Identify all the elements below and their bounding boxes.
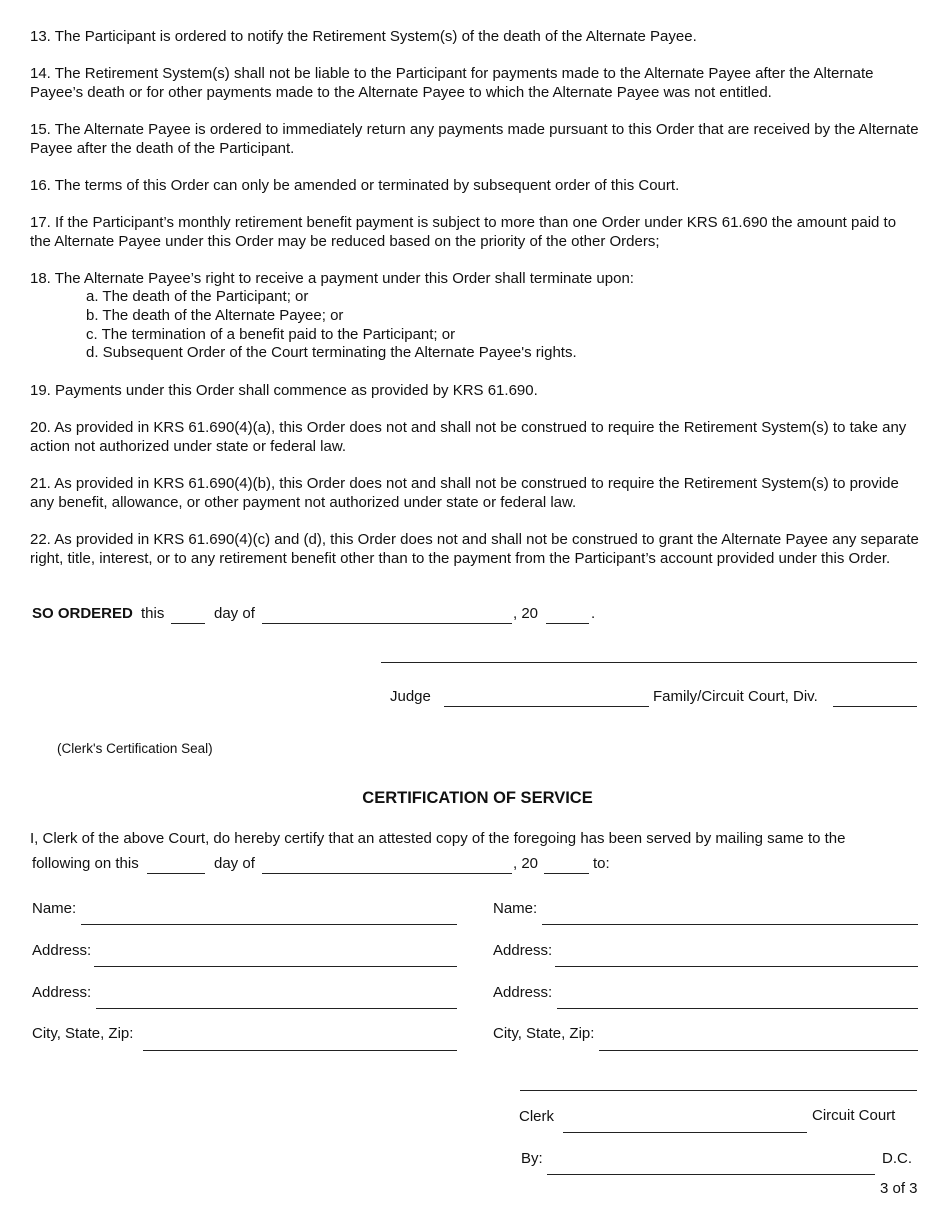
- left-name-label: Name:: [32, 900, 77, 917]
- family-circuit-court-label: Family/Circuit Court, Div.: [653, 688, 818, 705]
- right-address-label-2: Address:: [493, 984, 553, 1001]
- paragraph-14: 14. The Retirement System(s) shall not be liable to the Participant for payments made to the Alternate Payee after the Alternate Payee’s death or for other payments made to the Alternate Payee to which the Alternate Payee was not entitled.: [30, 65, 874, 101]
- paragraph-18-item-c: c. The termination of a benefit paid to the Participant; or: [86, 326, 456, 343]
- right-address-label-1: Address:: [493, 942, 553, 959]
- left-address-label-1: Address:: [32, 942, 92, 959]
- so-ordered-twenty: , 20: [513, 605, 539, 622]
- certification-following: following on this: [32, 855, 139, 872]
- left-address-label-2: Address:: [32, 984, 92, 1001]
- certification-year-blank[interactable]: [544, 873, 589, 874]
- right-name-field[interactable]: [542, 924, 918, 925]
- so-ordered-month-blank[interactable]: [262, 623, 512, 624]
- paragraph-17: 17. If the Participant’s monthly retirement benefit payment is subject to more than one Order under KRS 61.690 the amount paid to the Alternate Payee under this Order may be reduced based on the priority of the other Orders;: [30, 214, 897, 250]
- paragraph-22: 22. As provided in KRS 61.690(4)(c) and (d), this Order does not and shall not be construed to grant the Alternate Payee any separate right, title, interest, or to any retirement benefit other than to the payment from the Participant’s account provided under this Order.: [30, 531, 919, 567]
- certification-day-blank[interactable]: [147, 873, 205, 874]
- left-address-field-1[interactable]: [94, 966, 457, 967]
- right-name-label: Name:: [493, 900, 538, 917]
- judge-name-blank[interactable]: [444, 706, 649, 707]
- right-city-field[interactable]: [599, 1050, 918, 1051]
- left-city-label: City, State, Zip:: [32, 1025, 134, 1042]
- paragraph-21: 21. As provided in KRS 61.690(4)(b), this Order does not and shall not be construed to require the Retirement System(s) to provide any benefit, allowance, or other payment not authorized under state or federal law.: [30, 475, 899, 511]
- paragraph-15: 15. The Alternate Payee is ordered to immediately return any payments made pursuant to this Order that are received by the Alternate Payee after the death of the Participant.: [30, 121, 919, 157]
- certification-to: to:: [593, 855, 610, 872]
- deputy-clerk-blank[interactable]: [547, 1174, 875, 1175]
- certification-month-blank[interactable]: [262, 873, 512, 874]
- right-address-field-2[interactable]: [557, 1008, 918, 1009]
- paragraph-20: 20. As provided in KRS 61.690(4)(a), this Order does not and shall not be construed to require the Retirement System(s) to take any action not authorized under state or federal law.: [30, 419, 907, 455]
- paragraph-18-item-d: d. Subsequent Order of the Court terminating the Alternate Payee's rights.: [86, 344, 577, 361]
- left-name-field[interactable]: [81, 924, 457, 925]
- circuit-court-label: Circuit Court: [812, 1107, 896, 1124]
- left-city-field[interactable]: [143, 1050, 457, 1051]
- dc-label: D.C.: [882, 1150, 912, 1167]
- paragraph-18-item-b: b. The death of the Alternate Payee; or: [86, 307, 344, 324]
- clerk-certification-seal: (Clerk's Certification Seal): [57, 741, 213, 756]
- paragraph-16: 16. The terms of this Order can only be amended or terminated by subsequent order of this Court.: [30, 177, 680, 194]
- right-address-field-1[interactable]: [555, 966, 918, 967]
- paragraph-13: 13. The Participant is ordered to notify the Retirement System(s) of the death of the Alternate Payee.: [30, 28, 697, 45]
- so-ordered-day-of: day of: [214, 605, 255, 622]
- right-city-label: City, State, Zip:: [493, 1025, 595, 1042]
- by-label: By:: [521, 1150, 543, 1167]
- so-ordered-this: this: [141, 605, 165, 622]
- so-ordered-year-blank[interactable]: [546, 623, 589, 624]
- page-number: 3 of 3: [880, 1180, 918, 1197]
- clerk-label: Clerk: [519, 1108, 555, 1125]
- so-ordered-period: .: [591, 605, 596, 622]
- judge-signature-line[interactable]: [381, 662, 917, 663]
- paragraph-19: 19. Payments under this Order shall commence as provided by KRS 61.690.: [30, 382, 538, 399]
- paragraph-18: 18. The Alternate Payee’s right to receive a payment under this Order shall terminate upon:: [30, 270, 634, 287]
- division-blank[interactable]: [833, 706, 917, 707]
- so-ordered-day-blank[interactable]: [171, 623, 205, 624]
- certification-day-of: day of: [214, 855, 255, 872]
- certification-twenty: , 20: [513, 855, 539, 872]
- clerk-name-blank[interactable]: [563, 1132, 807, 1133]
- certification-title: CERTIFICATION OF SERVICE: [362, 789, 593, 807]
- judge-label: Judge: [390, 688, 431, 705]
- clerk-signature-line[interactable]: [520, 1090, 917, 1091]
- paragraph-18-item-a: a. The death of the Participant; or: [86, 288, 309, 305]
- left-address-field-2[interactable]: [96, 1008, 457, 1009]
- certification-text: I, Clerk of the above Court, do hereby certify that an attested copy of the foregoing has been served by mailing same to the: [30, 830, 846, 847]
- so-ordered-label: SO ORDERED: [32, 605, 133, 622]
